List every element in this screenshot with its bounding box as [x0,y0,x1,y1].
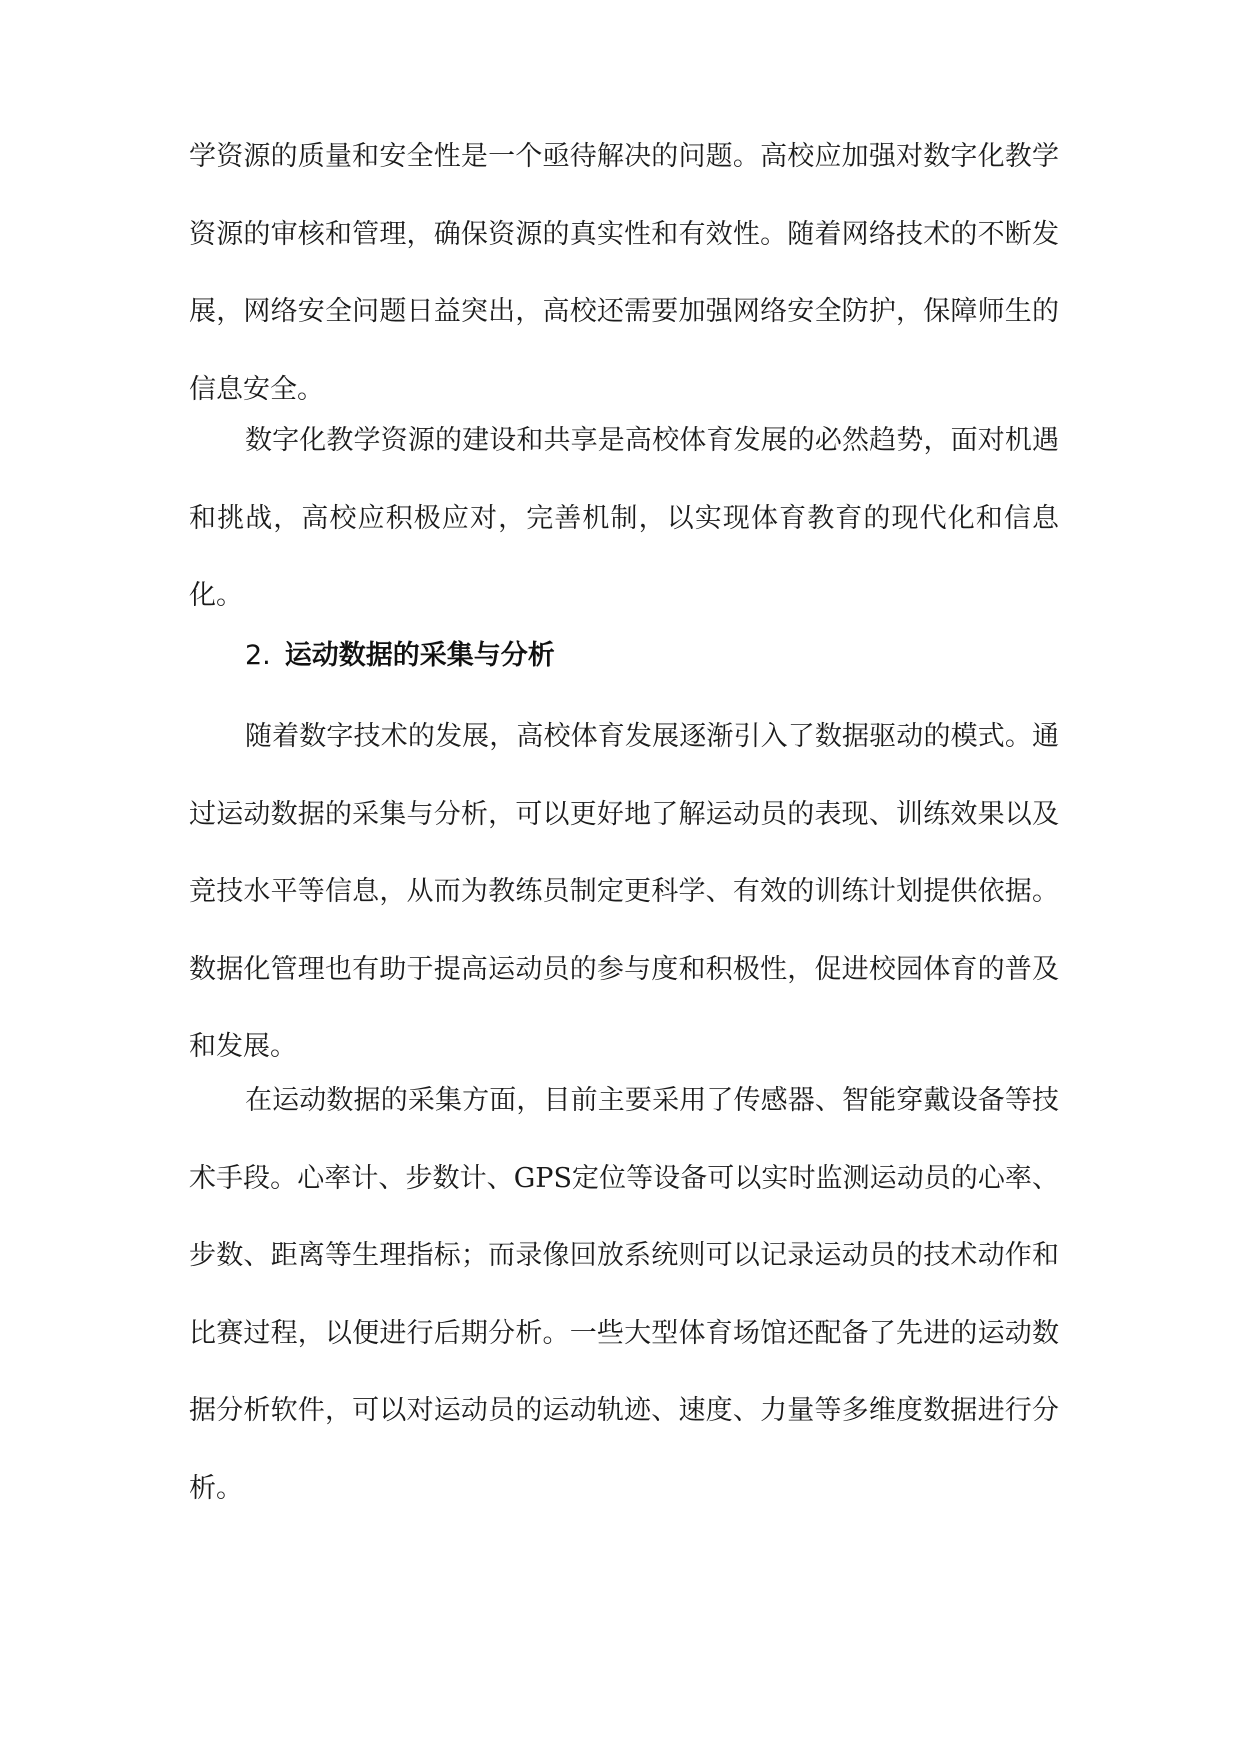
paragraph-data-collection-methods: 在运动数据的采集方面，目前主要采用了传感器、智能穿戴设备等技术手段。心率计、步数计、GPS定位等设备可以实时监测运动员的心率、步数、距离等生理指标；而录像回放系统则可以记录运动员的技术动作和比赛过程，以便进行后期分析。一些大型体育场馆还配备了先进的运动数据分析软件，可以对运动员的运动轨迹、速度、力量等多维度数据进行分析。 [189,1085,1059,1504]
section-title: 运动数据的采集与分析 [284,640,555,671]
paragraph-continued: 学资源的质量和安全性是一个亟待解决的问题。高校应加强对数字化教学资源的审核和管理，确保资源的真实性和有效性。随着网络技术的不断发展，网络安全问题日益突出，高校还需要加强网络安全防护，保障师生的信息安全。 [189,141,1059,405]
paragraph-digital-resources-summary: 数字化教学资源的建设和共享是高校体育发展的必然趋势，面对机遇和挑战，高校应积极应对，完善机制，以实现体育教育的现代化和信息化。 [189,425,1059,611]
paragraph-data-driven-model: 随着数字技术的发展，高校体育发展逐渐引入了数据驱动的模式。通过运动数据的采集与分析，可以更好地了解运动员的表现、训练效果以及竞技水平等信息，从而为教练员制定更科学、有效的训练计划提供依据。数据化管理也有助于提高运动员的参与度和积极性，促进校园体育的普及和发展。 [189,721,1059,1062]
section-heading [245,617,1045,695]
section-number: 2. [245,640,271,671]
